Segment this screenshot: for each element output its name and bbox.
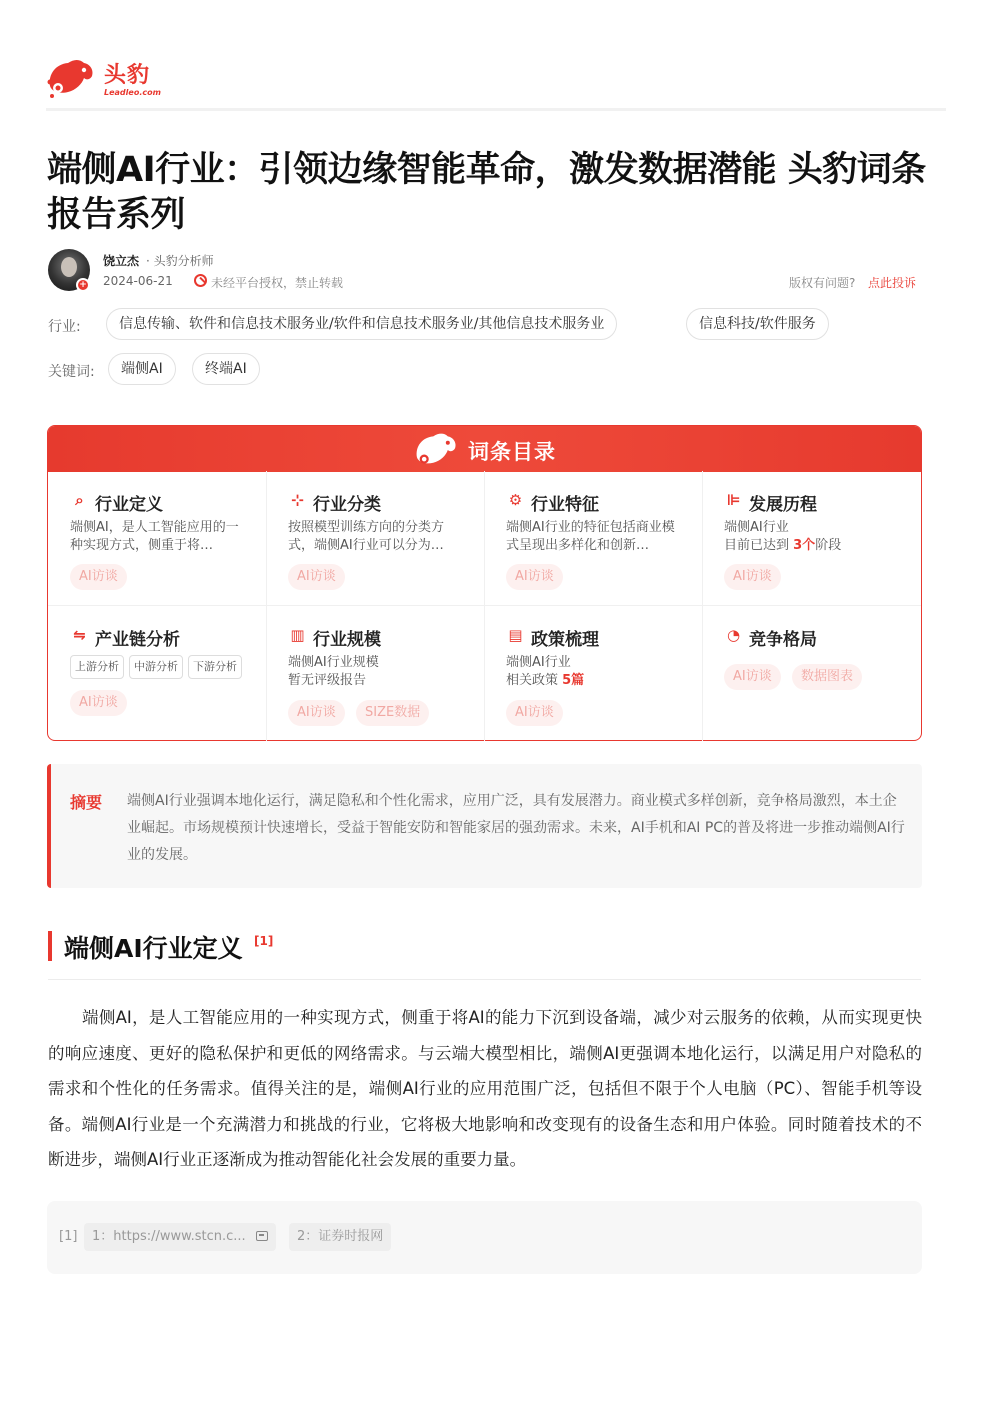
chain-icon: ⇋ <box>73 626 86 644</box>
no-repost-icon <box>194 274 207 287</box>
ai-interview-pill[interactable]: AI访谈 <box>724 564 781 590</box>
toc-item-desc-line2: 相关政策 5篇 <box>506 673 585 688</box>
toc-item-title: 行业分类 <box>313 495 381 515</box>
toc-item-title: 发展历程 <box>749 495 817 515</box>
toc-item-title: 竞争格局 <box>749 630 817 650</box>
classification-icon: ⊹ <box>291 491 304 509</box>
section-body: 端侧AI，是人工智能应用的一种实现方式，侧重于将AI的能力下沉到设备端，减少对云服务的依赖，从而实现更快的响应速度、更好的隐私保护和更低的网络需求。与云端大模型相比，端侧AI更强调本地化运行，以满足用户对隐私的需求和个性化的任务需求。值得关注的是，端侧AI行业的应用范围广泛，包括但不限于个人电脑（PC）、智能手机等设备。端侧AI行业是一个充满潜力和挑战的行业，它将极大地影响和改变现有的设备生态和用户体验。同时随着技术的不断进步，端侧AI行业正逐渐成为推动智能化社会发展的重要力量。 <box>48 1008 922 1169</box>
reference-link[interactable]: 2：证券时报网 <box>289 1223 391 1251</box>
data-chart-pill[interactable]: 数据图表 <box>792 664 862 690</box>
copyright-question: 版权有问题? <box>789 276 856 290</box>
section-ref-link[interactable]: [1] <box>254 934 274 948</box>
toc-item-features[interactable] <box>484 471 702 606</box>
timeline-icon: ⊫ <box>726 491 741 509</box>
brand-site: Leadleo.com <box>104 88 161 97</box>
definition-icon: ⌕ <box>75 491 84 509</box>
toc-item-scale[interactable] <box>266 606 484 741</box>
toc-item-competition[interactable] <box>702 606 920 741</box>
toc-item-title: 行业特征 <box>531 495 599 515</box>
brand-name: 头豹 <box>104 63 151 88</box>
ai-interview-pill[interactable]: AI访谈 <box>70 564 127 590</box>
ai-interview-pill[interactable]: AI访谈 <box>288 564 345 590</box>
keyword-tag[interactable]: 终端AI <box>192 353 260 385</box>
keyword-tag[interactable]: 端侧AI <box>108 353 176 385</box>
toc-item-desc-line1: 端侧AI行业 <box>506 655 571 670</box>
keywords-label: 关键词: <box>48 364 95 380</box>
toc-item-desc: 端侧AI，是人工智能应用的一种实现方式，侧重于将… <box>70 520 239 553</box>
toc-item-history[interactable] <box>702 471 920 606</box>
toc-item-desc: 端侧AI行业的特征包括商业模式呈现出多样化和创新… <box>506 520 675 553</box>
industry-tag[interactable]: 信息传输、软件和信息技术服务业/软件和信息技术服务业/其他信息技术服务业 <box>106 308 617 340</box>
author-name[interactable]: 饶立杰 <box>103 254 140 268</box>
ai-interview-pill[interactable]: AI访谈 <box>288 700 345 726</box>
toc-title: 词条目录 <box>468 440 556 464</box>
toc-header <box>48 426 922 472</box>
toc-item-title: 政策梳理 <box>531 630 599 650</box>
toc-item-title: 产业链分析 <box>95 630 180 650</box>
ai-interview-pill[interactable]: AI访谈 <box>506 564 563 590</box>
reference-index: [1] <box>59 1229 78 1244</box>
toc-item-chain[interactable] <box>48 606 266 741</box>
size-data-pill[interactable]: SIZE数据 <box>356 700 429 726</box>
leopard-logo-icon <box>412 430 460 470</box>
publish-date: 2024-06-21 <box>103 274 173 288</box>
section-title: 端侧AI行业定义 <box>64 934 243 963</box>
section-accent-bar <box>48 931 52 961</box>
copyright-note: 未经平台授权，禁止转载 <box>211 276 344 290</box>
scale-icon: ▥ <box>290 626 305 644</box>
toc-item-desc: 按照模型训练方向的分类方式，端侧AI行业可以分为… <box>288 520 445 553</box>
external-link-icon <box>256 1231 268 1241</box>
ai-interview-pill[interactable]: AI访谈 <box>724 664 781 690</box>
stage-count: 3个 <box>793 538 816 553</box>
midstream-chip[interactable]: 中游分析 <box>129 655 183 679</box>
page-title: 端侧AI行业：引领边缘智能革命，激发数据潜能 头豹词条报告系列 <box>47 150 926 235</box>
pie-icon: ◔ <box>726 626 741 644</box>
policy-count: 5篇 <box>562 673 585 688</box>
reference-text: 1：https://www.stcn.c... <box>92 1229 246 1244</box>
toc-item-policy[interactable] <box>484 606 702 741</box>
toc-item-title: 行业定义 <box>95 495 163 515</box>
toc-item-classification[interactable] <box>266 471 484 606</box>
ai-interview-pill[interactable]: AI访谈 <box>70 690 127 716</box>
leopard-logo-icon <box>46 56 96 100</box>
toc-item-desc-line2: 暂无评级报告 <box>288 673 367 688</box>
follow-badge-icon[interactable]: + <box>76 278 90 292</box>
summary-text: 端侧AI行业强调本地化运行，满足隐私和个性化需求，应用广泛，具有发展潜力。商业模式多样创新，竞争格局激烈，本土企业崛起。市场规模预计快速增长，受益于智能安防和智能家居的强劲需求。未来，AI手机和AI PC的普及将进一步推动端侧AI行业的发展。 <box>127 793 905 863</box>
header-divider <box>46 108 946 111</box>
brand-logo[interactable] <box>46 52 166 102</box>
toc-item-title: 行业规模 <box>313 630 381 650</box>
upstream-chip[interactable]: 上游分析 <box>70 655 124 679</box>
toc-item-desc-line2: 目前已达到 3个阶段 <box>724 538 842 553</box>
report-link[interactable]: 点此投诉 <box>868 276 917 290</box>
feature-icon: ⚙ <box>508 491 523 509</box>
reference-link[interactable] <box>84 1223 276 1251</box>
industry-tag[interactable]: 信息科技/软件服务 <box>686 308 829 340</box>
author-role: · 头豹分析师 <box>146 254 214 268</box>
policy-icon: ▤ <box>508 626 523 644</box>
toc-item-definition[interactable] <box>48 471 266 606</box>
toc-item-desc-line1: 端侧AI行业规模 <box>288 655 379 670</box>
section-divider <box>48 979 921 980</box>
industry-label: 行业: <box>48 319 81 335</box>
downstream-chip[interactable]: 下游分析 <box>188 655 242 679</box>
summary-label: 摘要 <box>70 793 103 812</box>
ai-interview-pill[interactable]: AI访谈 <box>506 700 563 726</box>
toc-item-desc-line1: 端侧AI行业 <box>724 520 789 535</box>
